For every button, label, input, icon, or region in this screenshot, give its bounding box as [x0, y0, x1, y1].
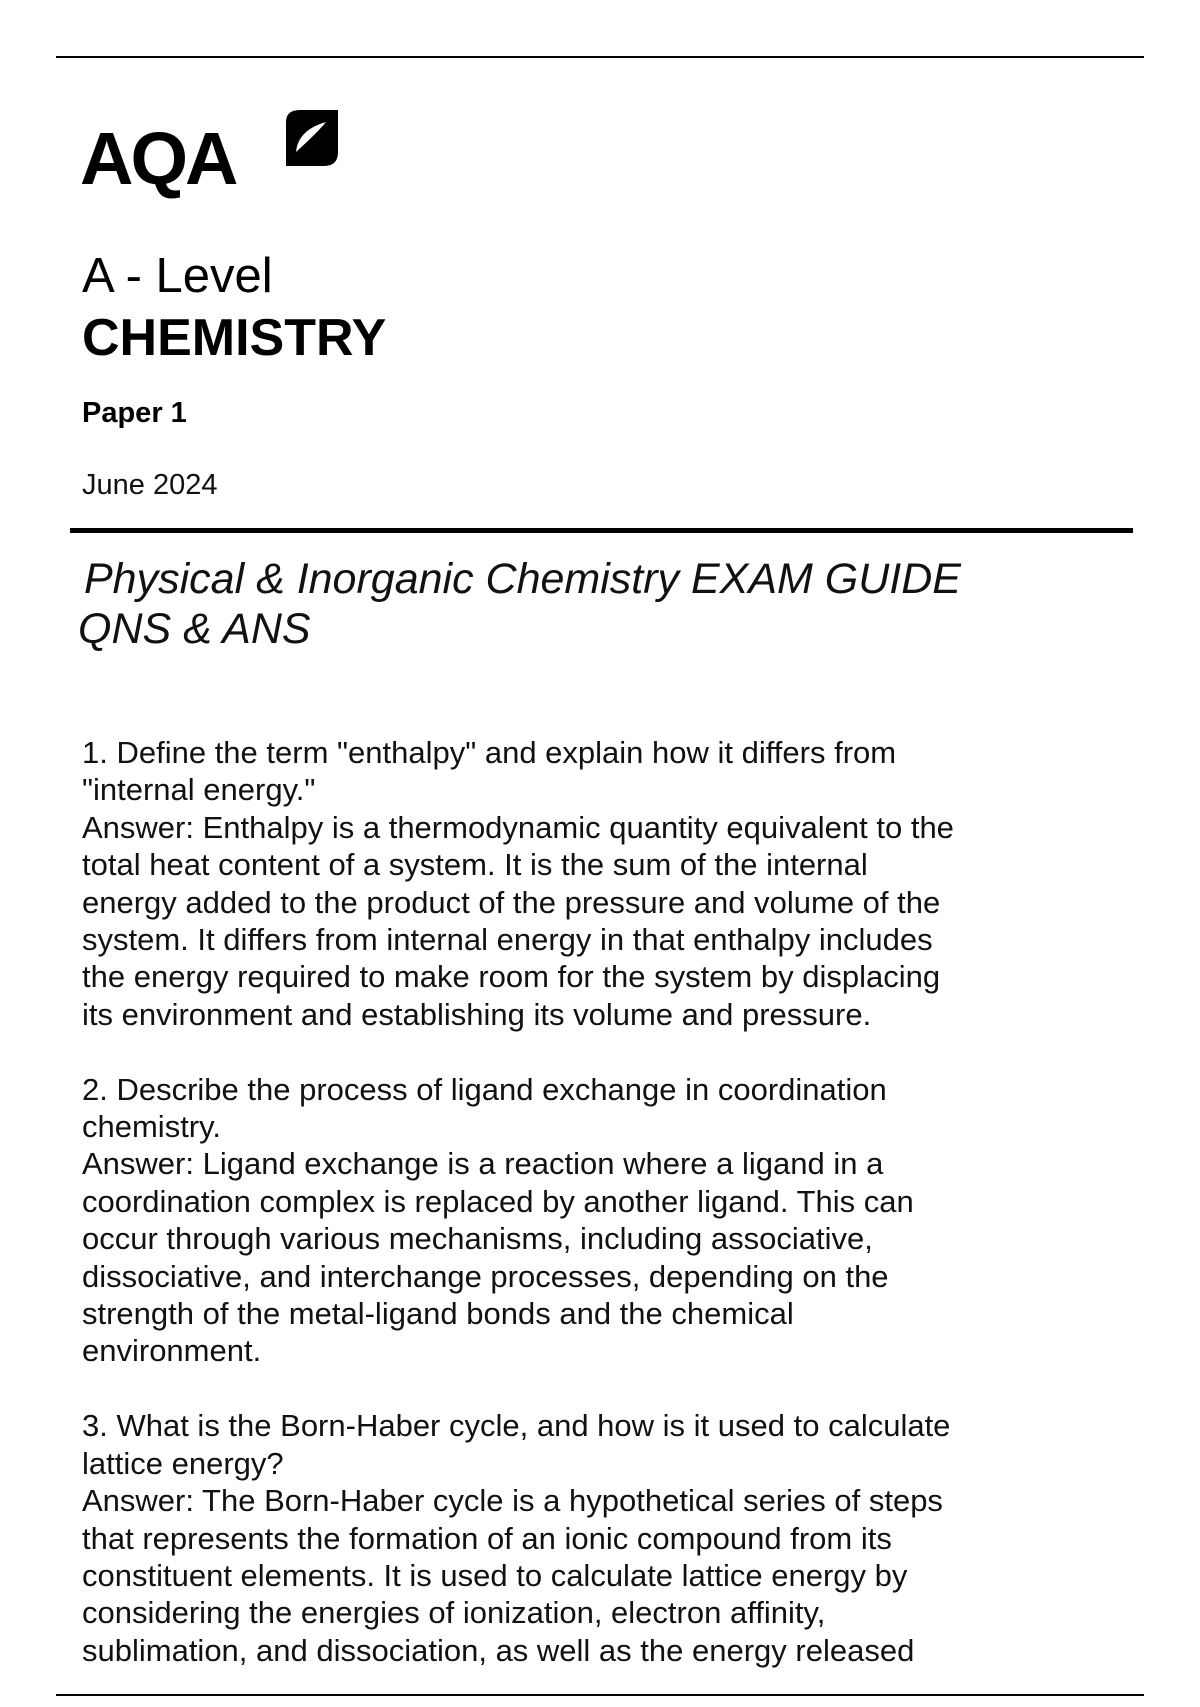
aqa-logo	[80, 104, 350, 204]
answer-line: total heat content of a system. It is the sum of the internal	[82, 847, 868, 883]
answer-line: the energy required to make room for the system by displacing	[82, 959, 941, 995]
exam-date: June 2024	[82, 469, 218, 501]
question-line: 3. What is the Born-Haber cycle, and how is it used to calculate	[82, 1408, 951, 1444]
question-item-1	[82, 734, 1082, 1033]
answer-line: dissociative, and interchange processes, depending on the	[82, 1258, 889, 1294]
question-line: 1. Define the term "enthalpy" and explain how it differs from	[82, 735, 897, 770]
question-item-3	[82, 1407, 1082, 1669]
answer-line: sublimation, and dissociation, as well as the energy released	[82, 1632, 915, 1668]
question-line: lattice energy?	[82, 1445, 284, 1481]
answer-line: considering the energies of ionization, electron affinity,	[82, 1595, 826, 1631]
section-divider	[70, 528, 1133, 533]
bottom-rule	[56, 1694, 1144, 1696]
answer-line: that represents the formation of an ionic compound from its	[82, 1520, 892, 1556]
guide-title-line-1: Physical & Inorganic Chemistry EXAM GUIDE	[84, 555, 961, 603]
qualification-level: A - Level	[82, 249, 273, 303]
answer-line: Answer: Enthalpy is a thermodynamic quantity equivalent to the	[82, 809, 954, 845]
question-line: "internal energy."	[82, 772, 316, 808]
question-item-2	[82, 1071, 1082, 1370]
answer-line: strength of the metal-ligand bonds and the chemical	[82, 1296, 794, 1332]
answer-line: coordination complex is replaced by another ligand. This can	[82, 1183, 914, 1219]
question-line: chemistry.	[82, 1109, 221, 1145]
question-list	[82, 734, 1082, 1707]
guide-title-line-2: QNS & ANS	[78, 605, 311, 653]
subject-title: CHEMISTRY	[82, 309, 387, 367]
answer-line: constituent elements. It is used to calculate lattice energy by	[82, 1557, 908, 1593]
answer-line: Answer: Ligand exchange is a reaction where a ligand in a	[82, 1146, 884, 1182]
logo-leaf-icon	[284, 108, 340, 168]
answer-line: environment.	[82, 1333, 262, 1369]
answer-line: energy added to the product of the pressure and volume of the	[82, 884, 941, 920]
question-line: 2. Describe the process of ligand exchange in coordination	[82, 1071, 887, 1107]
answer-line: its environment and establishing its volume and pressure.	[82, 996, 872, 1032]
top-rule	[56, 56, 1144, 58]
answer-line: occur through various mechanisms, including associative,	[82, 1221, 873, 1257]
answer-line: Answer: The Born-Haber cycle is a hypothetical series of steps	[82, 1483, 943, 1519]
paper-label: Paper 1	[82, 397, 187, 429]
logo-text: AQA	[80, 117, 236, 200]
answer-line: system. It differs from internal energy in that enthalpy includes	[82, 922, 933, 958]
guide-title	[78, 554, 1078, 654]
